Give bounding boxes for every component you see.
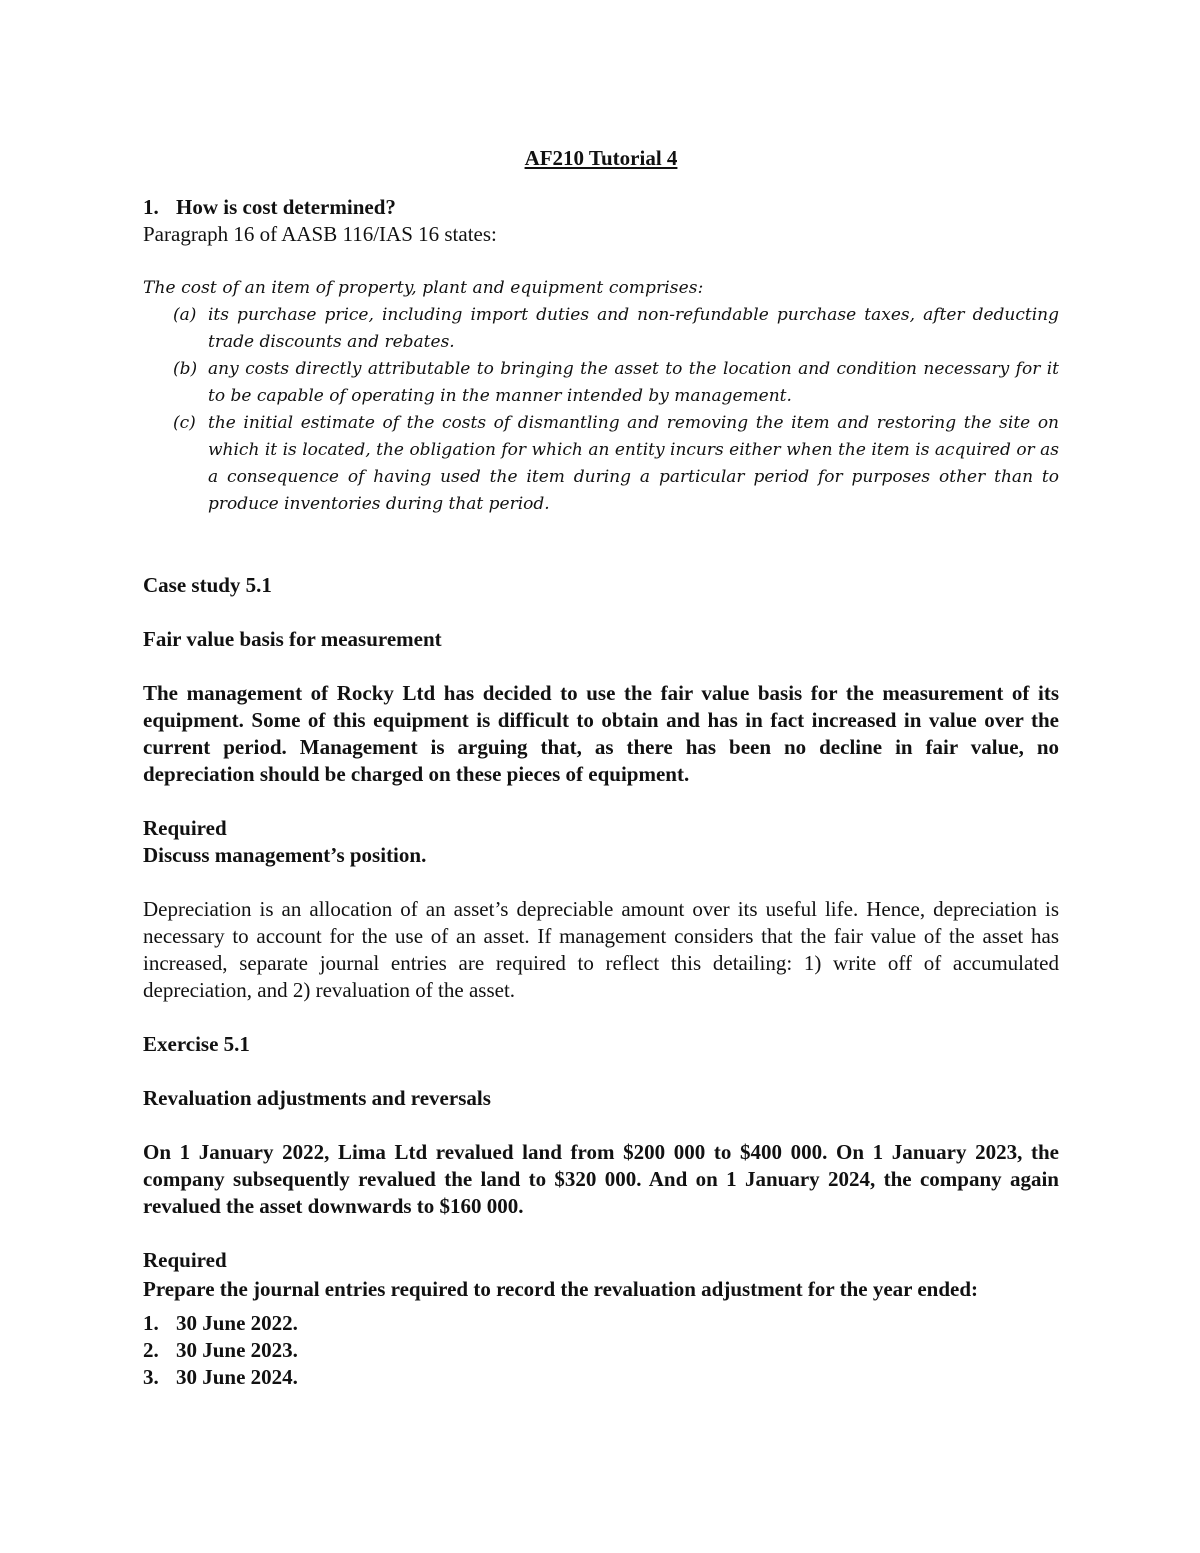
exercise-required-list xyxy=(143,1310,1059,1391)
quote-item-text: any costs directly attributable to bringing the asset to the location and condition necessary for it to be capable of operating in the manner intended by management. xyxy=(208,359,1059,406)
case-study-answer: Depreciation is an allocation of an asset’s depreciable amount over its useful life. Hence, depreciation is necessary to account for the use of an asset. If management considers that the fair value of the asset has increased, separate journal entries are required to reflect this detailing: 1) write off of accumulated depreciation, and 2) revaluation of the asset. xyxy=(143,897,1059,1002)
spacer xyxy=(143,788,1059,815)
list-item-number: 3. xyxy=(143,1365,159,1389)
question-text: How is cost determined? xyxy=(176,195,396,219)
quote-intro: The cost of an item of property, plant and equipment comprises: xyxy=(143,278,704,298)
exercise-required-text: Prepare the journal entries required to record the revaluation adjustment for the year ended: xyxy=(143,1277,979,1301)
exercise-heading: Exercise 5.1 xyxy=(143,1032,250,1056)
list-item xyxy=(143,1310,1059,1337)
quote-item-marker: (b) xyxy=(173,359,198,379)
list-item-text: 30 June 2022. xyxy=(176,1311,298,1335)
list-item-number: 2. xyxy=(143,1338,159,1362)
question-number: 1. xyxy=(143,195,159,219)
document-page xyxy=(143,145,1059,1391)
spacer xyxy=(143,653,1059,680)
spacer xyxy=(143,1112,1059,1139)
question-1-intro: Paragraph 16 of AASB 116/IAS 16 states: xyxy=(143,222,497,246)
quote-list xyxy=(143,302,1059,518)
spacer xyxy=(143,1004,1059,1031)
quote-item-marker: (c) xyxy=(173,413,196,433)
spacer xyxy=(143,1058,1059,1085)
case-study-subheading: Fair value basis for measurement xyxy=(143,627,442,651)
exercise-body: On 1 January 2022, Lima Ltd revalued land from $200 000 to $400 000. On 1 January 2023, the company subsequently revalued the land to $320 000. And on 1 January 2024, the company again revalued the asset downwards to $160 000. xyxy=(143,1140,1059,1218)
list-item xyxy=(143,1337,1059,1364)
list-item-text: 30 June 2024. xyxy=(176,1365,298,1389)
case-study-required-label: Required xyxy=(143,816,227,840)
quote-item-marker: (a) xyxy=(173,305,197,325)
list-item-text: 30 June 2023. xyxy=(176,1338,298,1362)
quote-item xyxy=(143,410,1059,518)
case-study-body: The management of Rocky Ltd has decided to use the fair value basis for the measurement of its equipment. Some of this equipment is difficult to obtain and has in fact increased in value over the current period. Management is arguing that, as there has been no decline in fair value, no depreciation should be charged on these pieces of equipment. xyxy=(143,681,1059,786)
quote-item-text: the initial estimate of the costs of dismantling and removing the item and restoring the site on which it is located, the obligation for which an entity incurs either when the item is acquired or as a consequence of having used the item during a particular period for purposes other than to produce inventories during that period. xyxy=(208,413,1059,514)
list-item-number: 1. xyxy=(143,1311,159,1335)
spacer xyxy=(143,1220,1059,1247)
exercise-required-label: Required xyxy=(143,1248,227,1272)
spacer xyxy=(143,518,1059,572)
quote-item xyxy=(143,302,1059,356)
case-study-required-text: Discuss management’s position. xyxy=(143,843,427,867)
case-study-heading: Case study 5.1 xyxy=(143,573,272,597)
question-1-heading xyxy=(143,194,1059,221)
document-title: AF210 Tutorial 4 xyxy=(524,146,678,170)
spacer xyxy=(143,599,1059,626)
list-item xyxy=(143,1364,1059,1391)
exercise-subheading: Revaluation adjustments and reversals xyxy=(143,1086,491,1110)
quote-item xyxy=(143,356,1059,410)
quote-item-text: its purchase price, including import duties and non-refundable purchase taxes, after deducting trade discounts and rebates. xyxy=(208,305,1059,352)
spacer xyxy=(143,869,1059,896)
